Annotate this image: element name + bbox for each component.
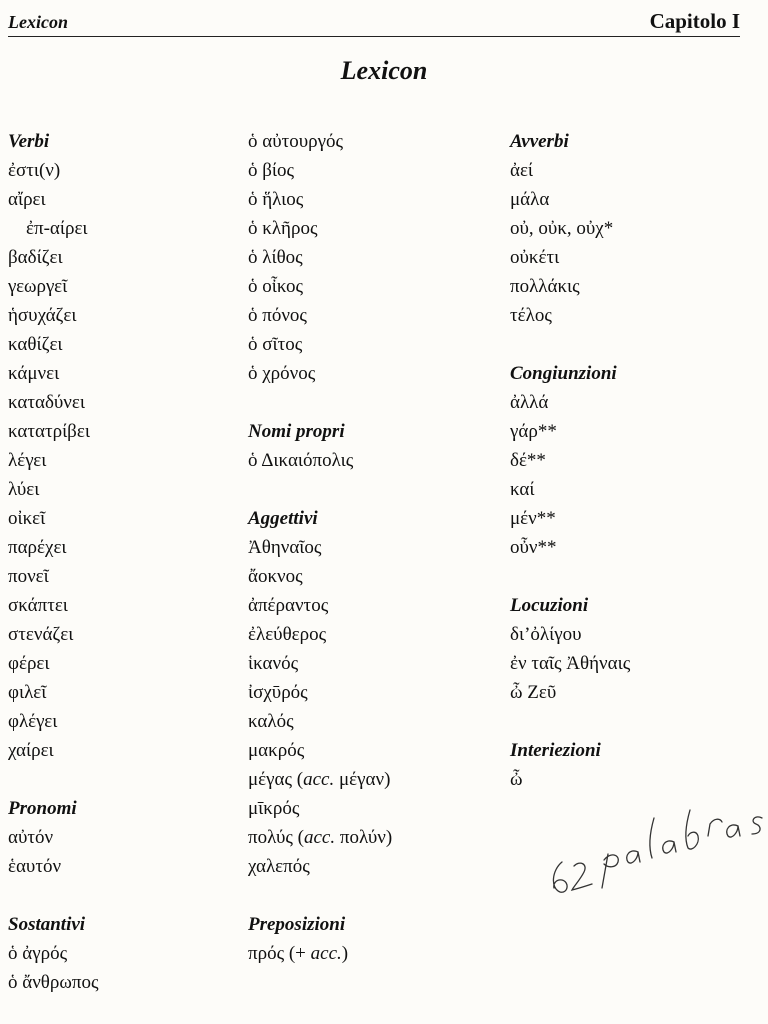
section-spacer [248,475,498,504]
entry-text: ἑαυτόν [8,856,62,877]
entry-text: πολλάκις [510,276,580,297]
lexicon-entry [8,533,233,562]
entry-case-abbrev: acc. [303,827,336,848]
lexicon-entry [248,330,498,359]
entry-text: ὁ ἥλιος [248,189,304,210]
handwritten-annotation [540,796,768,906]
lexicon-entry [8,504,233,533]
lexicon-entry [8,243,233,272]
lexicon-entry [8,707,233,736]
entry-text: λύει [8,479,40,500]
section-heading [8,910,233,939]
entry-text-tail: ) [341,943,349,964]
entry-text: παρέχει [8,537,67,558]
section-heading [510,359,750,388]
entry-text: μακρός [248,740,305,761]
lexicon-column-2 [248,127,498,968]
lexicon-entry [510,156,750,185]
entry-text: Congiunzioni [510,363,617,384]
lexicon-entry [248,446,498,475]
entry-text: μέν** [510,508,556,529]
section-heading [510,736,750,765]
entry-text: σκάπτει [8,595,68,616]
section-heading [510,127,750,156]
entry-text: γεωργεῖ [8,276,68,297]
entry-text: Locuzioni [510,595,589,616]
lexicon-entry [8,620,233,649]
lexicon-entry [248,823,498,852]
lexicon-entry [248,243,498,272]
lexicon-entry [510,417,750,446]
lexicon-entry [510,765,750,794]
entry-text: ὁ πόνος [248,305,307,326]
lexicon-entry [248,591,498,620]
lexicon-entry [510,446,750,475]
section-spacer [510,562,750,591]
lexicon-entry [248,301,498,330]
lexicon-entry [510,214,750,243]
entry-text: Avverbi [510,131,569,152]
lexicon-entry [248,794,498,823]
lexicon-entry [8,678,233,707]
page-title: Lexicon [340,56,428,85]
entry-text: πρός (+ [248,943,311,964]
lexicon-entry [248,272,498,301]
lexicon-entry [8,185,233,214]
entry-text: Nomi propri [248,421,345,442]
entry-text: οὖν** [510,537,557,558]
entry-text: ὁ ἀγρός [8,943,68,964]
entry-text: ὁ λίθος [248,247,303,268]
lexicon-entry [8,446,233,475]
lexicon-entry [248,649,498,678]
entry-text: αὐτόν [8,827,54,848]
entry-text: αἴρει [8,189,46,210]
entry-text: ἡσυχάζει [8,305,77,326]
entry-text: λέγει [8,450,47,471]
lexicon-entry [510,649,750,678]
lexicon-entry [248,939,498,968]
lexicon-entry [8,736,233,765]
section-spacer [248,881,498,910]
handwritten-annotation-drawing [540,796,768,906]
section-heading [510,591,750,620]
lexicon-entry [510,301,750,330]
entry-text: τέλος [510,305,552,326]
lexicon-column-1 [8,127,233,997]
entry-text: ἐλεύθερος [248,624,327,645]
lexicon-entry [248,620,498,649]
lexicon-entry [8,939,233,968]
entry-text: χαλεπός [248,856,310,877]
entry-text: ἀλλά [510,392,549,413]
lexicon-entry [8,968,233,997]
lexicon-entry [8,388,233,417]
lexicon-column-3 [510,127,750,794]
lexicon-entry [8,301,233,330]
entry-text: κατατρίβει [8,421,90,442]
entry-text: Verbi [8,131,50,152]
lexicon-entry [510,272,750,301]
lexicon-entry [248,127,498,156]
entry-text: φλέγει [8,711,58,732]
section-heading [248,910,498,939]
entry-text: καταδύνει [8,392,85,413]
lexicon-entry [248,185,498,214]
lexicon-entry [510,185,750,214]
entry-text: μάλα [510,189,550,210]
lexicon-entry [8,852,233,881]
lexicon-entry [510,620,750,649]
entry-text: ὦ [510,769,523,790]
entry-text: οὐκέτι [510,247,560,268]
lexicon-entry [248,736,498,765]
lexicon-entry [248,707,498,736]
lexicon-entry [510,678,750,707]
entry-text: χαίρει [8,740,54,761]
section-heading [248,417,498,446]
section-heading [8,794,233,823]
lexicon-entry [8,475,233,504]
lexicon-entry [8,214,233,243]
lexicon-entry [510,504,750,533]
entry-text: ἐπ-αίρει [26,218,88,239]
entry-case-abbrev: acc. [303,769,335,790]
running-header-title: Lexicon [8,12,68,32]
lexicon-entry [248,214,498,243]
entry-text: μῑκρός [248,798,300,819]
lexicon-entry [510,533,750,562]
entry-text-tail: μέγαν) [334,769,391,790]
section-heading [248,504,498,533]
lexicon-entry [248,359,498,388]
lexicon-entry [8,823,233,852]
entry-text: καί [510,479,535,500]
section-spacer [510,330,750,359]
entry-text: βαδίζει [8,247,63,268]
entry-text: Aggettivi [248,508,318,529]
lexicon-entry [248,765,498,794]
entry-text: δι’ὀλίγου [510,624,582,645]
entry-text: ὁ χρόνος [248,363,316,384]
entry-text: Preposizioni [248,914,346,935]
lexicon-entry [8,591,233,620]
lexicon-entry [248,852,498,881]
section-spacer [510,707,750,736]
entry-text: ἀεί [510,160,534,181]
entry-text: Sostantivi [8,914,86,935]
entry-text: φιλεῖ [8,682,47,703]
lexicon-entry [8,272,233,301]
entry-text: γάρ** [510,421,557,442]
entry-text: ἄοκνος [248,566,303,587]
entry-text: οἰκεῖ [8,508,46,529]
lexicon-entry [8,562,233,591]
entry-text: ὁ αὐτουργός [248,131,344,152]
lexicon-entry [8,359,233,388]
lexicon-entry [248,678,498,707]
entry-text: Interiezioni [510,740,601,761]
lexicon-entry [248,533,498,562]
entry-text: ὁ ἄνθρωπος [8,972,99,993]
entry-text: ὁ κλῆρος [248,218,318,239]
entry-text: ὦ Ζεῦ [510,682,557,703]
entry-text: ἱκανός [248,653,299,674]
entry-case-abbrev: acc. [310,943,342,964]
entry-text: δέ** [510,450,546,471]
entry-text: καθίζει [8,334,63,355]
entry-text: Pronomi [8,798,77,819]
section-spacer [8,765,233,794]
lexicon-entry [510,243,750,272]
entry-text: πολύς ( [248,827,304,848]
lexicon-entry [8,156,233,185]
entry-text-tail: πολύν) [335,827,393,848]
entry-text: πονεῖ [8,566,49,587]
section-spacer [248,388,498,417]
lexicon-entry [248,562,498,591]
entry-text: κάμνει [8,363,60,384]
entry-text: στενάζει [8,624,74,645]
entry-text: ὁ βίος [248,160,295,181]
lexicon-entry [248,156,498,185]
entry-text: μέγας ( [248,769,304,790]
entry-text: ἐν ταῖς Ἀθήναις [510,653,631,674]
section-heading [8,127,233,156]
running-header-chapter: Capitolo I [649,9,740,33]
entry-text: ὁ οἶκος [248,276,304,297]
lexicon-entry [8,330,233,359]
lexicon-entry [8,417,233,446]
entry-text: καλός [248,711,294,732]
entry-text: ἀπέραντος [248,595,329,616]
section-spacer [8,881,233,910]
entry-text: φέρει [8,653,50,674]
running-header [8,6,740,37]
entry-text: Ἀθηναῖος [248,537,322,558]
entry-text: ὁ Δικαιόπολις [248,450,354,471]
lexicon-entry [510,475,750,504]
lexicon-entry [8,649,233,678]
lexicon-entry [510,388,750,417]
entry-text: οὐ, οὐκ, οὐχ* [510,218,614,239]
entry-text: ὁ σῖτος [248,334,303,355]
entry-text: ἰσχῡρός [248,682,308,703]
entry-text: ἐστι(ν) [8,160,61,181]
